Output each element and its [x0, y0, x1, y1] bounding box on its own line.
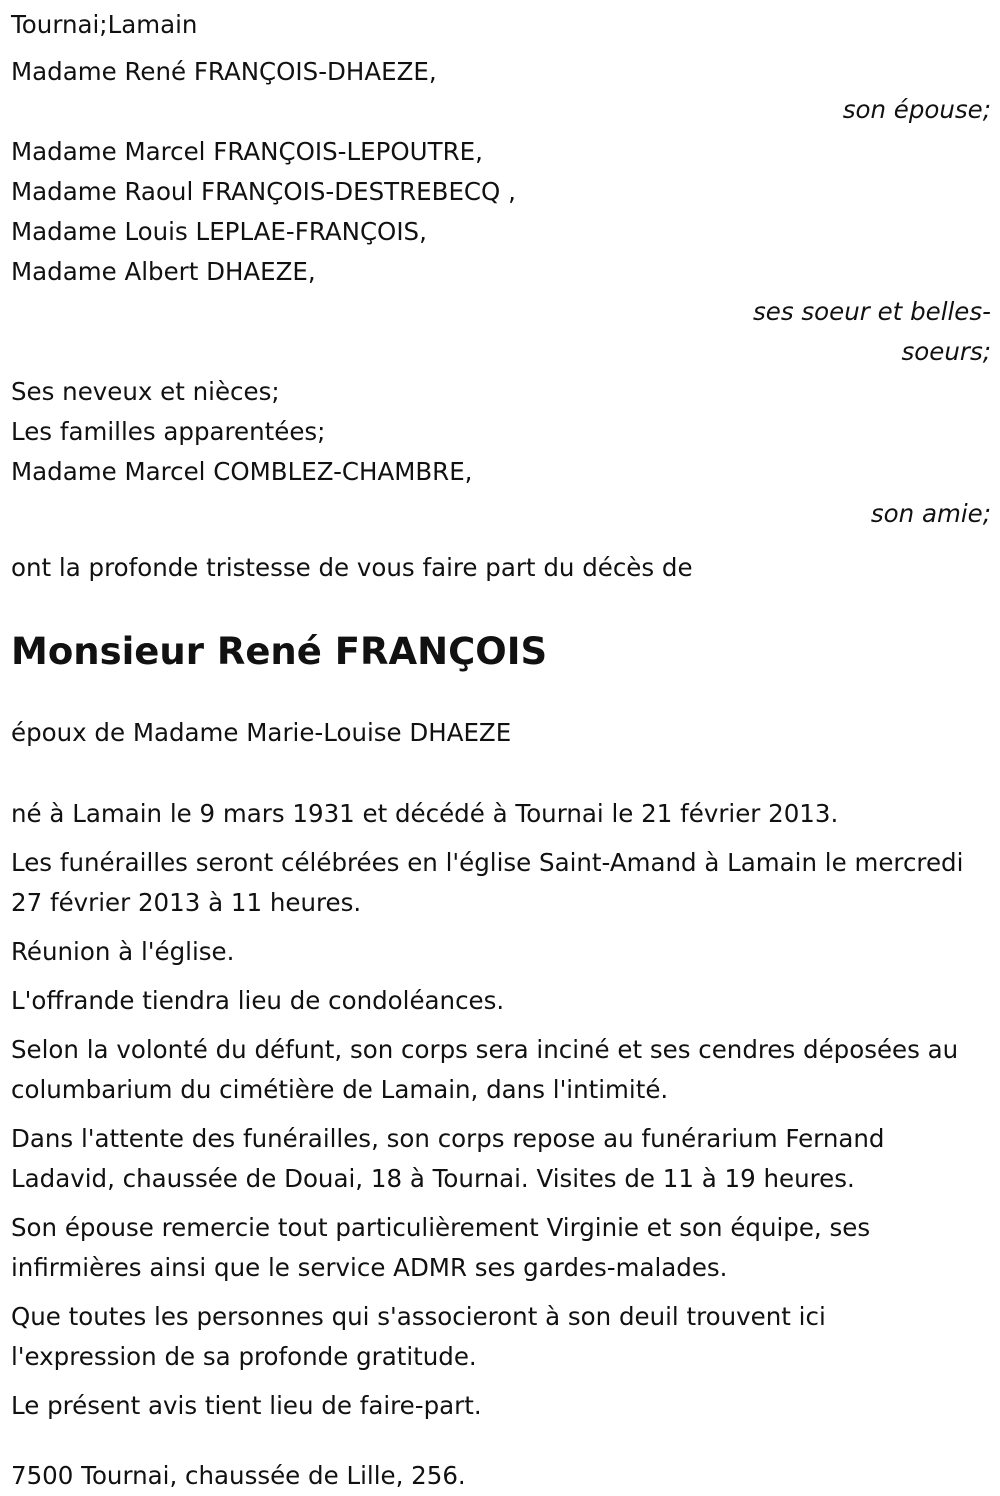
signatory-name: Ses neveux et nièces; [11, 377, 280, 406]
address: 7500 Tournai, chaussée de Lille, 256. [11, 1461, 466, 1490]
signatory-name: Madame Marcel FRANÇOIS-LEPOUTRE, [11, 137, 483, 166]
signatory-name: Les familles apparentées; [11, 417, 326, 446]
relation-label: son amie; [870, 499, 991, 528]
signatory-name: Madame Marcel COMBLEZ-CHAMBRE, [11, 457, 473, 486]
relation-label: soeurs; [901, 337, 991, 366]
signatory-name: Madame Raoul FRANÇOIS-DESTREBECQ , [11, 177, 516, 206]
relation-label: ses soeur et belles- [753, 297, 991, 326]
spouse-line: époux de Madame Marie-Louise DHAEZE [11, 718, 512, 747]
announcement-text: ont la profonde tristesse de vous faire part du décès de [11, 553, 693, 582]
paragraph: Que toutes les personnes qui s'associeront à son deuil trouvent ici l'expression de sa profonde gratitude. [11, 1302, 826, 1371]
family-group-sisters [11, 132, 991, 372]
paragraph: né à Lamain le 9 mars 1931 et décédé à Tournai le 21 février 2013. [11, 799, 839, 828]
signatory-name: Madame Albert DHAEZE, [11, 257, 316, 286]
paragraph: Réunion à l'église. [11, 937, 235, 966]
notice-body [11, 794, 991, 1426]
family-group-spouse [11, 52, 991, 128]
paragraph: L'offrande tiendra lieu de condoléances. [11, 986, 505, 1015]
signatory-name: Madame René FRANÇOIS-DHAEZE, [11, 57, 437, 86]
family-group-others [11, 372, 991, 536]
paragraph: Dans l'attente des funérailles, son corps repose au funérarium Fernand Ladavid, chaussée de Douai, 18 à Tournai. Visites de 11 à 19 heures. [11, 1124, 885, 1193]
paragraph: Son épouse remercie tout particulièrement Virginie et son équipe, ses infirmières ainsi que le service ADMR ses gardes-malades. [11, 1213, 871, 1282]
paragraph: Le présent avis tient lieu de faire-part. [11, 1391, 482, 1420]
location-header: Tournai;Lamain [11, 10, 198, 39]
signatory-name: Madame Louis LEPLAE-FRANÇOIS, [11, 217, 427, 246]
paragraph: Les funérailles seront célébrées en l'église Saint-Amand à Lamain le mercredi 27 février 2013 à 11 heures. [11, 848, 964, 917]
relation-label: son épouse; [842, 95, 991, 124]
paragraph: Selon la volonté du défunt, son corps sera inciné et ses cendres déposées au columbarium du cimétière de Lamain, dans l'intimité. [11, 1035, 959, 1104]
obituary-notice [11, 5, 991, 1496]
deceased-name: Monsieur René FRANÇOIS [11, 630, 548, 673]
